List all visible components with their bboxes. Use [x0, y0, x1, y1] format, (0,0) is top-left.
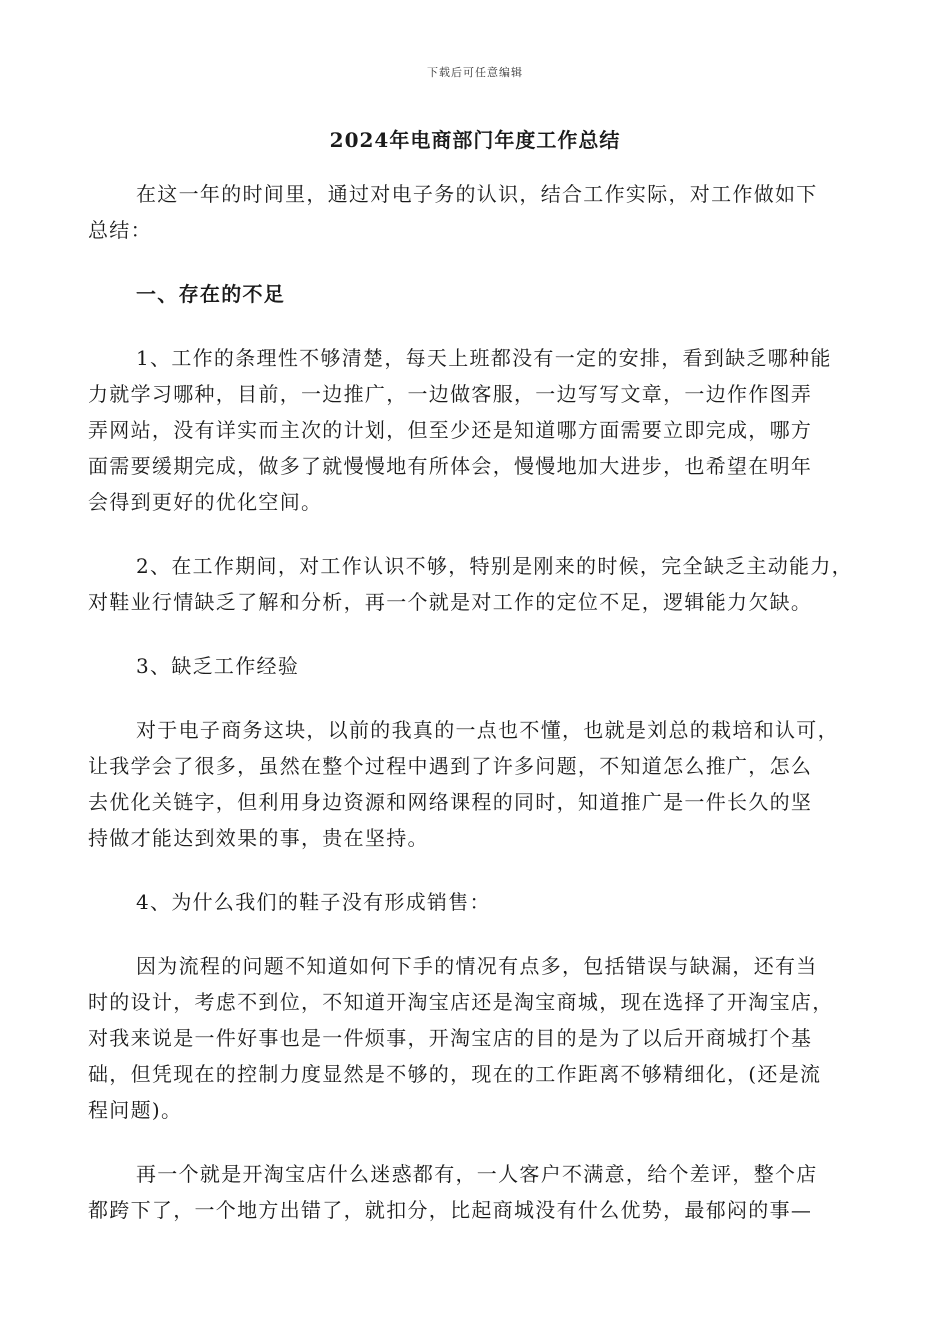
text-line: 础，但凭现在的控制力度显然是不够的，现在的工作距离不够精细化，(还是流: [88, 1062, 822, 1086]
text-line: 都跨下了，一个地方出错了，就扣分，比起商城没有什么优势，最郁闷的事—: [88, 1198, 813, 1222]
text-line: 持做才能达到效果的事，贵在坚持。: [88, 826, 429, 850]
paragraph-item-2: [88, 548, 874, 620]
paragraph-item-4-heading: 4、为什么我们的鞋子没有形成销售：: [136, 890, 491, 914]
paragraph-item-1: [88, 340, 874, 520]
text-line: 2、在工作期间，对工作认识不够，特别是刚来的时候，完全缺乏主动能力，: [136, 554, 853, 578]
paragraph-item-4-body: [88, 948, 874, 1128]
text-line: 对鞋业行情缺乏了解和分析，再一个就是对工作的定位不足，逻辑能力欠缺。: [88, 590, 813, 614]
section-heading: 一、存在的不足: [136, 282, 286, 306]
text-line: 对我来说是一件好事也是一件烦事，开淘宝店的目的是为了以后开商城打个基: [88, 1026, 813, 1050]
text-line: 弄网站，没有详实而主次的计划，但至少还是知道哪方面需要立即完成，哪方: [88, 418, 813, 442]
paragraph-item-3-body: [88, 712, 874, 856]
text-line: 时的设计，考虑不到位，不知道开淘宝店还是淘宝商城，现在选择了开淘宝店，: [88, 990, 834, 1014]
document-body: [88, 176, 874, 1228]
text-line: 让我学会了很多，虽然在整个过程中遇到了许多问题，不知道怎么推广，怎么: [88, 754, 813, 778]
text-line: 1、工作的条理性不够清楚，每天上班都没有一定的安排，看到缺乏哪种能: [136, 346, 832, 370]
text-line: 面需要缓期完成，做多了就慢慢地有所体会，慢慢地加大进步，也希望在明年: [88, 454, 813, 478]
text-line: 程问题)。: [88, 1098, 183, 1122]
text-line: 去优化关链字，但利用身边资源和网络课程的同时，知道推广是一件长久的坚: [88, 790, 813, 814]
text-line: 因为流程的问题不知道如何下手的情况有点多，包括错误与缺漏，还有当: [136, 954, 818, 978]
paragraph-closing: [88, 1156, 874, 1228]
document-title: 2024年电商部门年度工作总结: [329, 128, 621, 152]
text-line: 在这一年的时间里，通过对电子务的认识，结合工作实际，对工作做如下: [136, 182, 818, 206]
text-line: 再一个就是开淘宝店什么迷惑都有，一人客户不满意，给个差评，整个店: [136, 1162, 818, 1186]
text-line: 会得到更好的优化空间。: [88, 490, 323, 514]
text-line: 力就学习哪种，目前，一边推广，一边做客服，一边写写文章，一边作作图弄: [88, 382, 813, 406]
paragraph-intro: [88, 176, 874, 248]
header-note: 下载后可任意编辑: [427, 66, 523, 79]
text-line: 总结：: [88, 218, 152, 242]
text-line: 对于电子商务这块，以前的我真的一点也不懂，也就是刘总的栽培和认可，: [136, 718, 839, 742]
paragraph-item-3-heading: 3、缺乏工作经验: [136, 654, 300, 678]
